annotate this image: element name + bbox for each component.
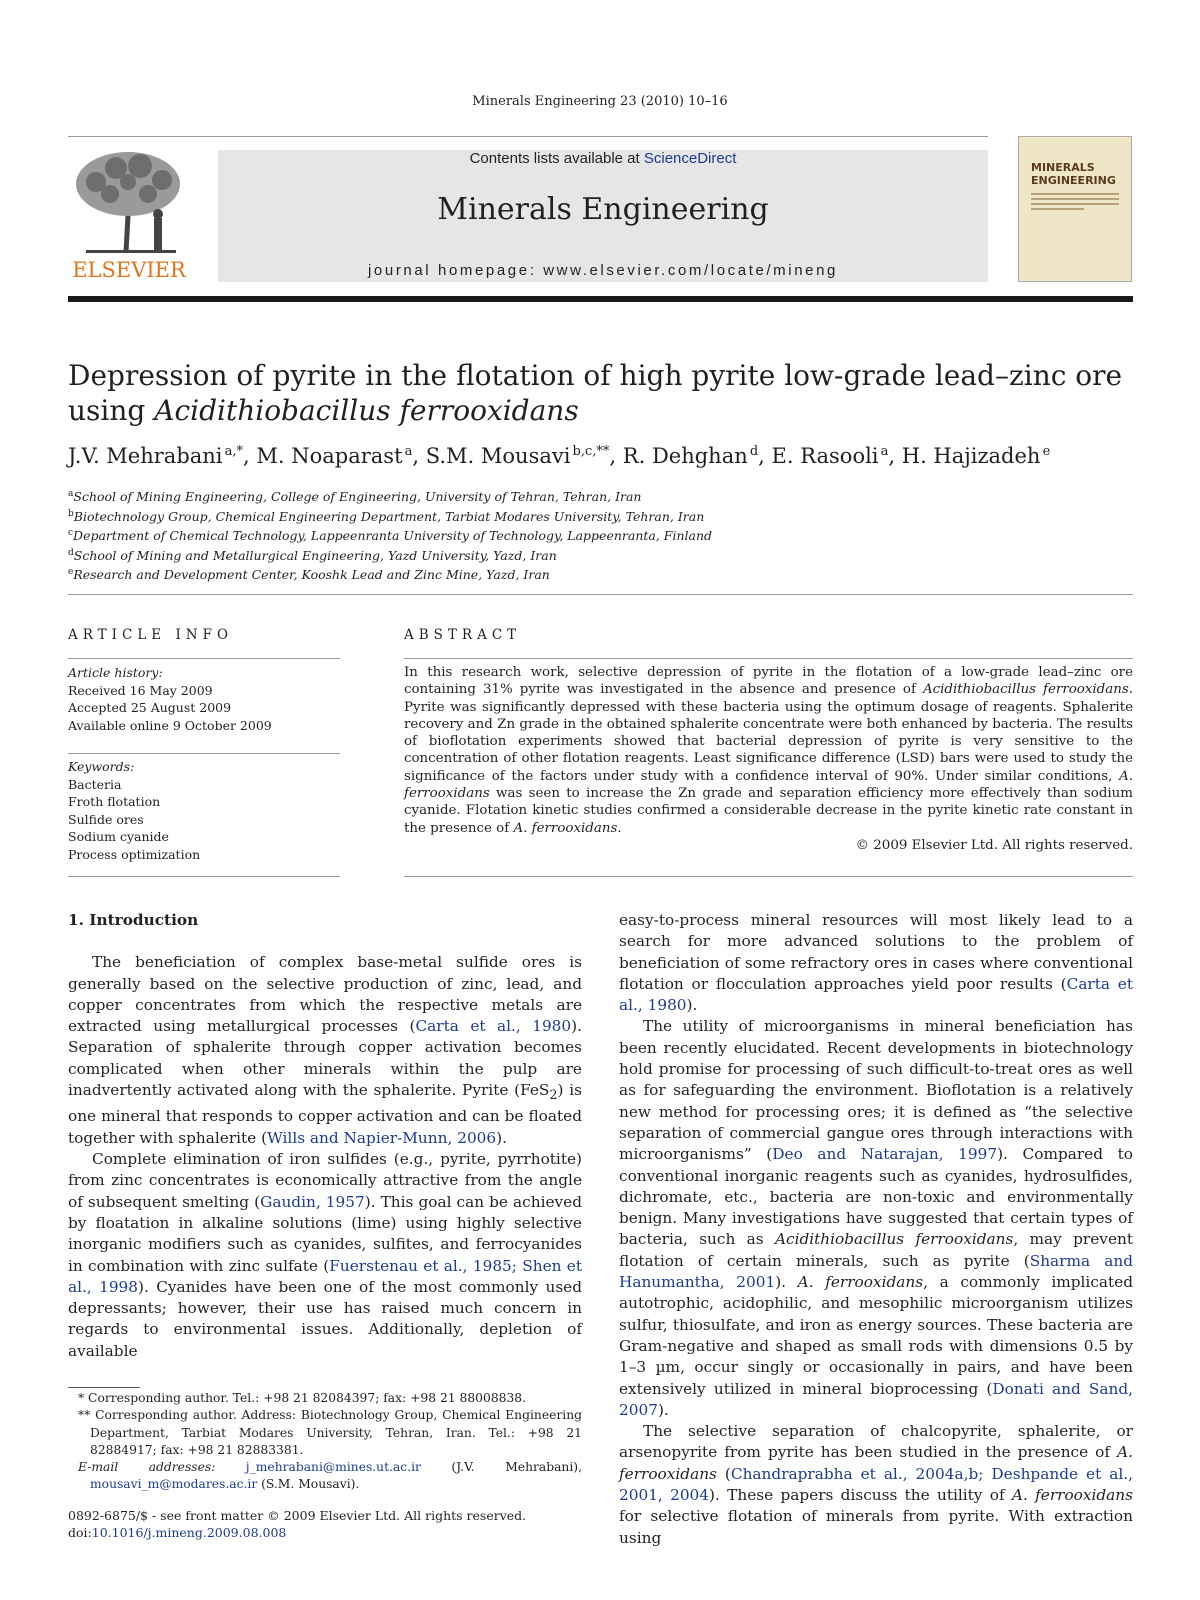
elsevier-wordmark: ELSEVIER	[72, 258, 186, 282]
cover-title	[1031, 161, 1116, 187]
body-column-left	[68, 910, 582, 1362]
sciencedirect-link[interactable]: ScienceDirect	[643, 150, 737, 167]
paragraph: The utility of microorganisms in mineral beneficiation has been recently elucidated. Recent developments in biotechnology hold promise for processing of such difficult-to-treat ores as well as for safeguarding the environment. Bioflotation is a relatively new method for processing ores; it is defined as “the selective separation of commercial gangue ores through interactions with microorganisms” (Deo and Natarajan, 1997). Compared to conventional inorganic reagents such as cyanides, hydrosulfides, dichromate, etc., bacteria are non-toxic and environmentally benign. Many investigations have suggested that certain types of bacteria, such as Acidithiobacillus ferrooxidans, may prevent flotation of certain minerals, such as pyrite (Sharma and Hanumantha, 2001). A. ferrooxidans, a commonly implicated autotrophic, acidophilic, and mesophilic microorganism utilizes sulfur, thiosulfate, and iron as energy sources. These bacteria are Gram-negative and shaped as small rods with dimensions 0.5 by 1–3 µm, occur singly or occasionally in pairs, and have been extensively utilized in mineral bioprocessing (Donati and Sand, 2007).	[619, 1017, 1133, 1419]
paragraph: The selective separation of chalcopyrite, sphalerite, or arsenopyrite from pyrite has been studied in the presence of A. ferrooxidans (Chandraprabha et al., 2004a,b; Deshpande et al., 2001, 2004). These papers discuss the utility of A. ferrooxidans for selective flotation of minerals from pyrite. With extraction using	[619, 1422, 1134, 1547]
footnotes	[68, 1390, 582, 1494]
cover-title-line: ENGINEERING	[1031, 174, 1116, 187]
reference-link[interactable]: Fuerstenau et al., 1985; Shen et al., 1998	[68, 1256, 582, 1296]
affiliation: $^c$Department of Chemical Technology, Lappeenranta University of Technology, Lappeenranta, Finland	[68, 528, 713, 544]
reference-link[interactable]: Deo and Natarajan, 1997	[772, 1145, 998, 1164]
abstract-body: In this research work, selective depression of pyrite in the flotation of a low-grade lead–zinc ore containing 31% pyrite was investigated in the absence and presence of Acidithiobacillus ferrooxidans. Pyrite was significantly depressed with these bacteria using the optimum dosage of reagents. Sphalerite recovery and Zn grade in the obtained sphalerite concentrate were both enhanced by bacteria. The results of bioflotation experiments showed that bacterial depression of pyrite is very sensitive to the concentration of other flotation reagents. Least significance difference (LSD) bars were used to study the significance of the factors under study with a confidence interval of 90%. Under similar conditions, A. ferrooxidans was seen to increase the Zn grade and separation efficiency more effectively than sodium cyanide. Flotation kinetic studies confirmed a considerable decrease in the pyrite kinetic rate constant in the presence of A. ferrooxidans. © 2009 Elsevier Ltd. All rights reserved.	[404, 665, 1133, 853]
author[interactable]: S.M. Mousavi $^{b,c,**}$	[425, 444, 610, 468]
reference-link[interactable]: Carta et al., 1980	[415, 1017, 572, 1036]
email-link[interactable]: mousavi_m@modares.ac.ir	[90, 1477, 258, 1492]
accepted-date: Accepted 25 August 2009	[68, 700, 232, 715]
title-text: Depression of pyrite in the flotation of high pyrite low-grade lead–zinc ore using	[68, 359, 1123, 427]
author-affil-mark[interactable]: b,c,**	[572, 444, 610, 459]
reference-link[interactable]: Carta et al., 1980	[619, 974, 1133, 1015]
keyword-list	[68, 758, 340, 863]
footnote: * Corresponding author. Tel.: +98 21 82084397; fax: +98 21 88008838.	[78, 1391, 527, 1405]
reference-link[interactable]: Gaudin, 1957	[260, 1192, 365, 1211]
issn-line: 0892-6875/$ - see front matter © 2009 Elsevier Ltd. All rights reserved.	[68, 1508, 527, 1523]
affiliation: $^b$Biotechnology Group, Chemical Engineering Department, Tarbiat Modares University, Tehran, Iran	[68, 508, 705, 524]
contents-available-line	[218, 150, 988, 167]
affiliation: $^e$Research and Development Center, Kooshk Lead and Zinc Mine, Yazd, Iran	[68, 567, 550, 583]
author[interactable]: H. Hajizadeh $^e$	[901, 444, 1051, 468]
journal-cover-thumbnail[interactable]	[1018, 136, 1132, 282]
abstract-heading: ABSTRACT	[404, 627, 522, 643]
online-date: Available online 9 October 2009	[68, 717, 272, 733]
footnote: ** Corresponding author. Address: Biotechnology Group, Chemical Engineering Department, Tarbiat Modares University, Tehran, Iran. Tel.: +98 21 82884917; fax: +98 21 82883381.	[78, 1408, 582, 1457]
history-label: Article history:	[68, 665, 163, 680]
doi-link[interactable]: 10.1016/j.mineng.2009.08.008	[91, 1525, 287, 1541]
info-rule	[68, 658, 340, 659]
affiliation-list	[68, 486, 1128, 584]
reference-link[interactable]: Wills and Napier-Munn, 2006	[267, 1128, 497, 1147]
reference-link[interactable]: Chandraprabha et al., 2004a,b; Deshpande et al., 2001, 2004	[619, 1464, 1133, 1505]
article-history	[68, 664, 340, 734]
author-affil-mark[interactable]: d	[749, 444, 759, 459]
reference-link[interactable]: Donati and Sand, 2007	[619, 1379, 1133, 1419]
author[interactable]: R. Dehghan $^d$	[622, 444, 759, 468]
doi-line: doi:10.1016/j.mineng.2009.08.008	[68, 1525, 287, 1541]
keyword: Process optimization	[68, 846, 201, 862]
author[interactable]: E. Rasooli $^a$	[771, 444, 889, 468]
author-affil-mark[interactable]: a	[880, 444, 889, 459]
author-affil-mark[interactable]: e	[1042, 444, 1051, 459]
info-rule	[68, 753, 340, 754]
keyword: Bacteria	[68, 776, 122, 792]
affiliation: $^a$School of Mining Engineering, College of Engineering, University of Tehran, Tehran, Iran	[68, 489, 642, 505]
author-affil-mark[interactable]: a	[404, 444, 413, 459]
section-rule	[68, 594, 1133, 595]
article-title	[68, 358, 1128, 428]
article-info-heading: ARTICLE INFO	[68, 627, 234, 643]
keyword: Sodium cyanide	[68, 829, 169, 844]
info-rule	[68, 876, 340, 877]
abstract-copyright: © 2009 Elsevier Ltd. All rights reserved.	[855, 837, 1133, 853]
journal-homepage-link[interactable]: journal homepage: www.elsevier.com/locate/mineng	[368, 262, 838, 279]
elsevier-logo[interactable]	[66, 146, 192, 284]
section-heading-introduction: 1. Introduction	[68, 911, 199, 929]
journal-citation: Minerals Engineering 23 (2010) 10–16	[472, 94, 728, 109]
keywords-label: Keywords:	[68, 759, 135, 774]
keyword: Sulfide ores	[68, 811, 144, 827]
email-link[interactable]: j_mehrabani@mines.ut.ac.ir	[245, 1460, 421, 1475]
cover-title-line: MINERALS	[1031, 161, 1095, 174]
footnote-rule	[68, 1387, 140, 1388]
paragraph: The beneficiation of complex base-metal sulfide ores is generally based on the selective production of zinc, lead, and copper concentrates from which the respective metals are extracted using metallurgical processes (Carta et al., 1980). Separation of sphalerite through copper activation becomes complicated when other minerals within the pulp are inadvertently activated along with the sphalerite. Pyrite (FeS$_2$) is one mineral that responds to copper activation and can be floated together with sphalerite (Wills and Napier-Munn, 2006).	[68, 953, 582, 1147]
front-matter	[68, 1507, 668, 1542]
contents-prefix: Contents lists available at	[469, 150, 644, 167]
header-thick-rule	[68, 296, 1133, 302]
cover-text-lines	[1031, 193, 1119, 213]
abstract-rule	[404, 876, 1133, 877]
journal-masthead	[218, 150, 988, 282]
title-organism: Acidithiobacillus ferrooxidans	[154, 394, 579, 427]
author-list: J.V. Mehrabani $^{a,*}$, M. Noaparast $^a$, S.M. Mousavi $^{b,c,**}$, R. Dehghan $^d$, E. Rasooli $^a$, H. Hajizadeh $^e$	[68, 444, 1051, 468]
body-column-right	[619, 910, 1133, 1549]
keyword: Froth flotation	[68, 794, 161, 809]
paragraph: Complete elimination of iron sulfides (e.g., pyrite, pyrrhotite) from zinc concentrates is economically attractive from the angle of subsequent smelting (Gaudin, 1957). This goal can be achieved by floatation in alkaline solutions (lime) using highly selective inorganic modifiers such as cyanides, sulfites, and ferrocyanides in combination with zinc sulfate (Fuerstenau et al., 1985; Shen et al., 1998). Cyanides have been one of the most commonly used depressants; however, their use has raised much concern in regards to environmental issues. Additionally, depletion of available	[68, 1150, 583, 1360]
journal-title[interactable]: Minerals Engineering	[437, 192, 769, 227]
author-affil-mark[interactable]: a,*	[224, 444, 244, 459]
elsevier-tree-icon	[66, 146, 192, 254]
header-rule	[68, 136, 988, 137]
abstract-rule	[404, 658, 1133, 659]
affiliation: $^d$School of Mining and Metallurgical Engineering, Yazd University, Yazd, Iran	[68, 547, 557, 563]
author[interactable]: J.V. Mehrabani $^{a,*}$	[68, 444, 244, 468]
paragraph: easy-to-process mineral resources will most likely lead to a search for more advanced solutions to the problem of beneficiation of some refractory ores in cases where conventional flotation or flocculation approaches yield poor results (Carta et al., 1980).	[619, 911, 1133, 1015]
received-date: Received 16 May 2009	[68, 682, 213, 698]
author[interactable]: M. Noaparast $^a$	[256, 444, 413, 468]
reference-link[interactable]: Sharma and Hanumantha, 2001	[619, 1251, 1133, 1292]
footnote-emails: E-mail addresses: j_mehrabani@mines.ut.ac.ir (J.V. Mehrabani), mousavi_m@modares.ac.ir (S.M. Mousavi).	[78, 1460, 582, 1492]
